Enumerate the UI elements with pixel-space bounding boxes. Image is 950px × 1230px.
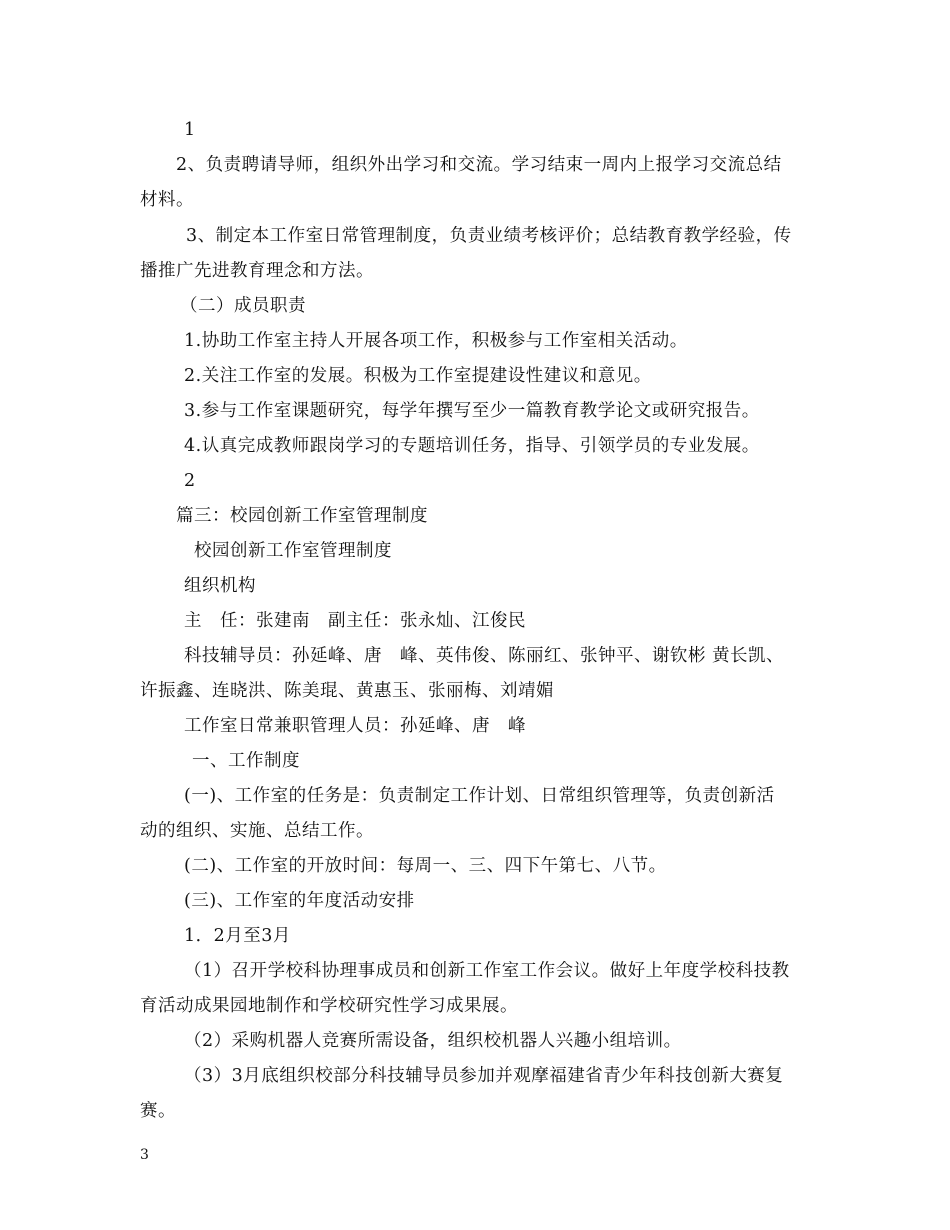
paragraph-line: (二)、工作室的开放时间：每周一、三、四下午第七、八节。: [184, 856, 667, 876]
section-heading: （二）成员职责: [180, 296, 306, 316]
paragraph-line: 动的组织、实施、总结工作。: [140, 821, 374, 841]
list-item: 1.协助工作室主持人开展各项工作，积极参与工作室相关活动。: [184, 331, 688, 351]
paragraph-line: （1）召开学校科协理事成员和创新工作室工作会议。做好上年度学校科技教: [184, 961, 790, 981]
paragraph-line: 赛。: [140, 1101, 176, 1121]
paragraph-line: 3、制定本工作室日常管理制度，负责业绩考核评价；总结教育教学经验，传: [186, 226, 792, 246]
paragraph-line: 播推广先进教育理念和方法。: [140, 261, 374, 281]
chapter-title: 篇三：校园创新工作室管理制度: [176, 506, 428, 526]
list-item: 4.认真完成教师跟岗学习的专题培训任务，指导、引领学员的专业发展。: [184, 436, 760, 456]
paragraph-line: （3）3月底组织校部分科技辅导员参加并观摩福建省青少年科技创新大赛复: [184, 1066, 784, 1086]
paragraph-line: 工作室日常兼职管理人员：孙延峰、唐 峰: [184, 716, 526, 736]
paragraph-line: 材料。: [140, 190, 194, 210]
paragraph-line: 主 任：张建南 副主任：张永灿、江俊民: [184, 611, 526, 631]
paragraph-line: 许振鑫、连晓洪、陈美琨、黄惠玉、张丽梅、刘靖媚: [140, 681, 554, 701]
page-number: 3: [140, 1147, 149, 1163]
paragraph-line: (一)、工作室的任务是：负责制定工作计划、日常组织管理等，负责创新活: [184, 786, 775, 806]
section-heading: 一、工作制度: [192, 751, 300, 771]
page-marker-2: 2: [184, 471, 196, 491]
paragraph-line: 2、负责聘请导师，组织外出学习和交流。学习结束一周内上报学习交流总结: [176, 155, 782, 175]
list-item: 3.参与工作室课题研究，每学年撰写至少一篇教育教学论文或研究报告。: [184, 401, 760, 421]
page-marker-1: 1: [184, 120, 196, 140]
document-title: 校园创新工作室管理制度: [194, 541, 392, 561]
paragraph-line: 育活动成果园地制作和学校研究性学习成果展。: [140, 996, 518, 1016]
section-heading: 组织机构: [184, 576, 256, 596]
paragraph-line: 科技辅导员：孙延峰、唐 峰、英伟俊、陈丽红、张钟平、谢钦彬 黄长凯、: [184, 646, 785, 666]
paragraph-line: （2）采购机器人竞赛所需设备，组织校机器人兴趣小组培训。: [184, 1031, 682, 1051]
list-item: 2.关注工作室的发展。积极为工作室提建设性建议和意见。: [184, 366, 652, 386]
paragraph-line: 1．2月至3月: [184, 926, 291, 946]
paragraph-line: (三)、工作室的年度活动安排: [184, 891, 415, 911]
